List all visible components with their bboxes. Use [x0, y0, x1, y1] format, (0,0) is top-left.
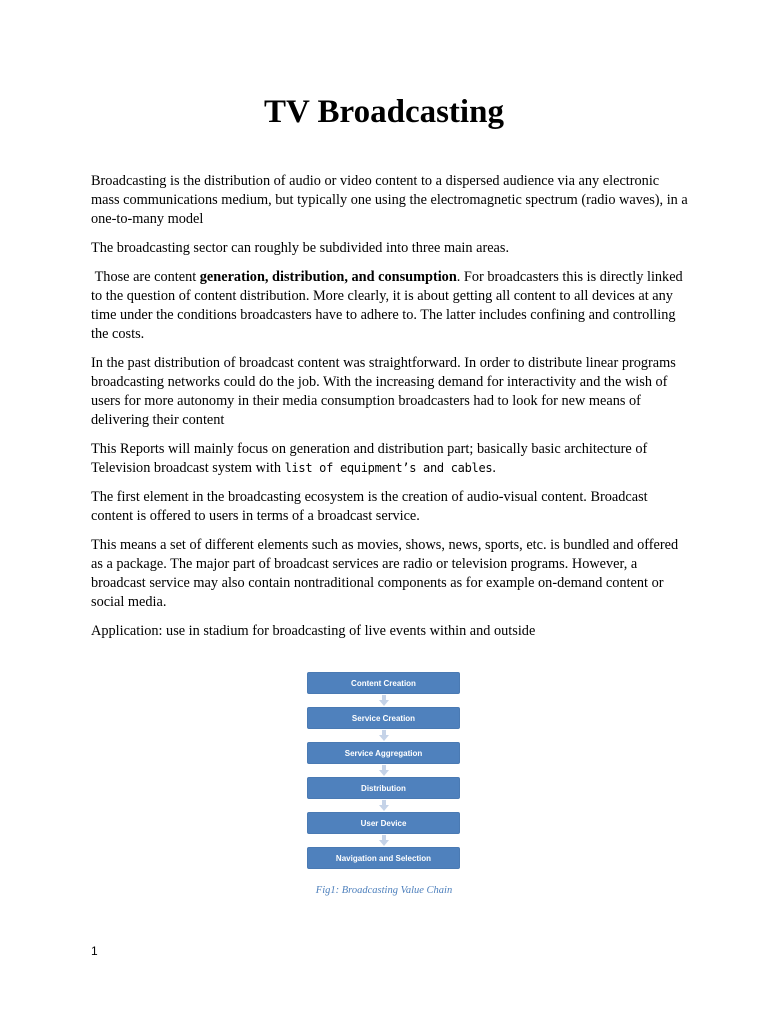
- paragraph-report-focus: [91, 440, 689, 478]
- page-title: TV Broadcasting: [264, 94, 504, 130]
- paragraph-ecosystem: The first element in the broadcasting ecosystem is the creation of audio-visual content. Broadcast content is offered to users in terms of a broadcast service.: [91, 489, 648, 524]
- paragraph-definition: Broadcasting is the distribution of audio or video content to a dispersed audience via any electronic mass communications medium, but typically one using the electromagnetic spectrum (radio waves), in a one-to-many model: [91, 173, 688, 227]
- chain-step-user-device: User Device: [307, 812, 460, 834]
- value-chain-diagram: [307, 672, 460, 869]
- chain-step-service-aggregation: Service Aggregation: [307, 742, 460, 764]
- down-arrow-icon: [307, 694, 460, 707]
- paragraph-application: Application: use in stadium for broadcasting of live events within and outside: [91, 623, 536, 639]
- paragraph-subdivision: The broadcasting sector can roughly be subdivided into three main areas.: [91, 240, 510, 256]
- down-arrow-icon: [307, 799, 460, 812]
- chain-step-content-creation: Content Creation: [307, 672, 460, 694]
- paragraph-report-focus-end: .: [492, 460, 496, 476]
- paragraph-report-focus-lead: This Reports will mainly focus on generation and distribution part; basically basic architecture of Television broadcast system with: [91, 441, 648, 476]
- paragraph-areas-lead: Those are content: [91, 269, 200, 285]
- page-number: 1: [91, 944, 98, 958]
- down-arrow-icon: [307, 729, 460, 742]
- chain-step-navigation-and-selection: Navigation and Selection: [307, 847, 460, 869]
- document-body: [91, 172, 689, 651]
- paragraph-report-focus-equipment: list of equipment’s and cables: [284, 461, 493, 475]
- down-arrow-icon: [307, 764, 460, 777]
- paragraph-areas-rest: . For broadcasters this is directly linked to the question of content distribution. More clearly, it is about getting all content to all devices at any time under the conditions broadcasters have to adhere to. The latter includes confining and controlling the costs.: [91, 269, 683, 342]
- chain-step-service-creation: Service Creation: [307, 707, 460, 729]
- figure-caption: Fig1: Broadcasting Value Chain: [315, 885, 453, 896]
- paragraph-areas: [91, 268, 689, 344]
- paragraph-areas-bold: generation, distribution, and consumption: [199, 269, 457, 285]
- chain-step-distribution: Distribution: [307, 777, 460, 799]
- paragraph-service-package: This means a set of different elements such as movies, shows, news, sports, etc. is bundled and offered as a package. The major part of broadcast services are radio or television programs. However, a broadcast service may also contain nontraditional components as for example on-demand content or social media.: [91, 537, 679, 610]
- down-arrow-icon: [307, 834, 460, 847]
- paragraph-history: In the past distribution of broadcast content was straightforward. In order to distribute linear programs broadcasting networks could do the job. With the increasing demand for interactivity and the wish of users for more autonomy in their media consumption broadcasters had to look for new means of delivering their content: [91, 355, 676, 428]
